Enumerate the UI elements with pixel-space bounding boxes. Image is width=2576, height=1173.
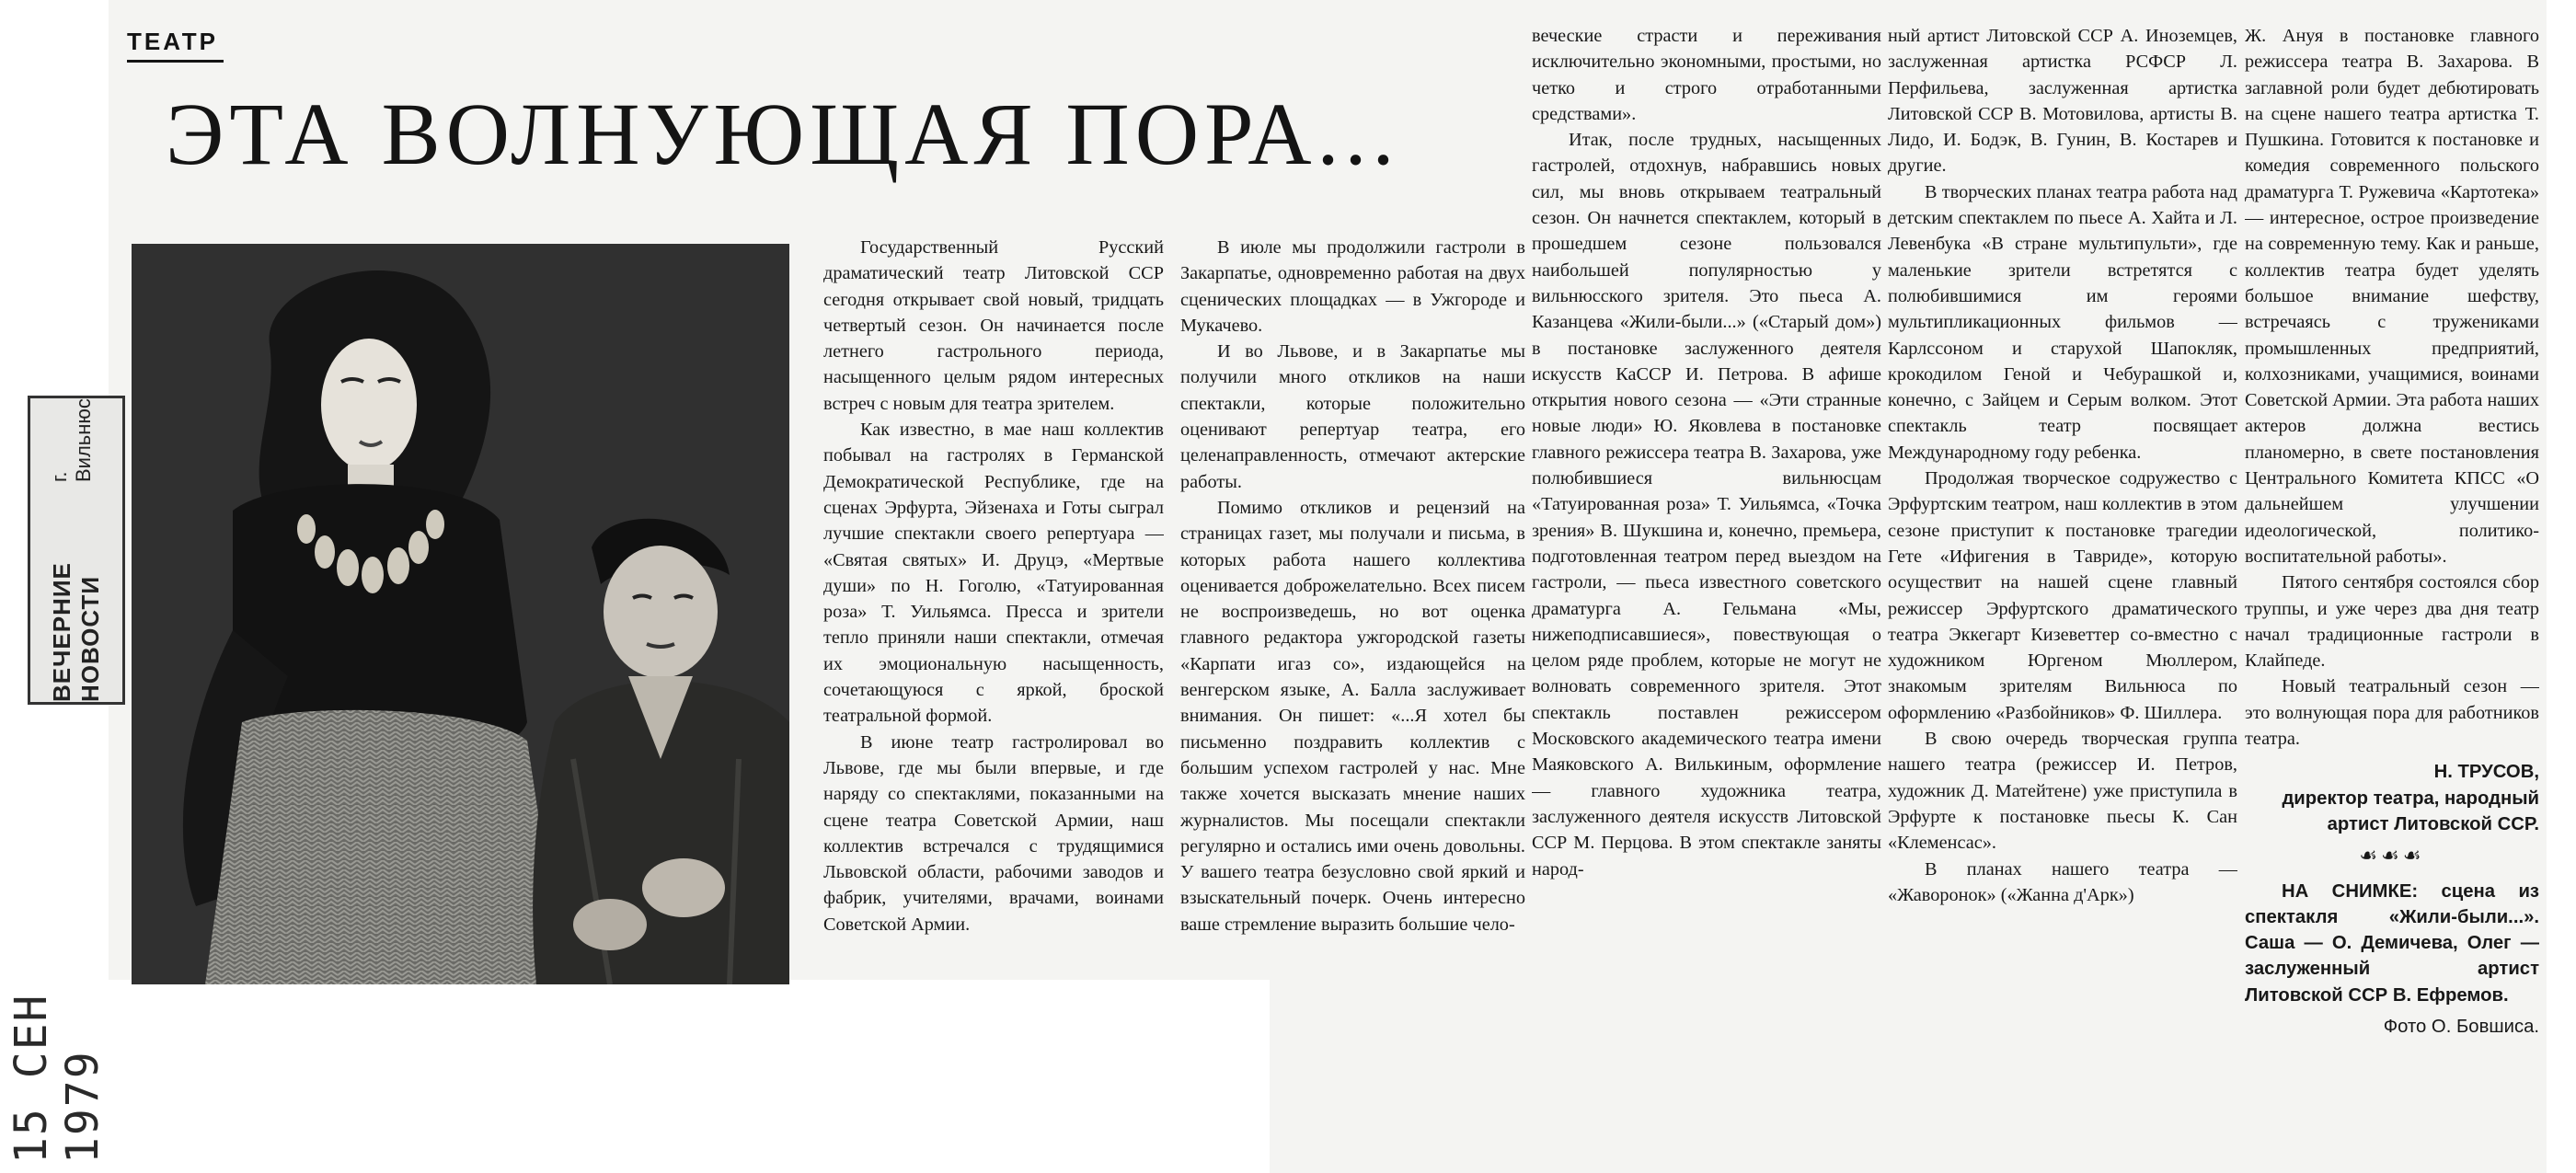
date-stamp: 15 СЕН 1979	[6, 993, 109, 1164]
separator-ornament: ☙☙☙	[2359, 844, 2425, 868]
article-column-4	[1888, 23, 2237, 1155]
article-column-5	[2245, 23, 2539, 1044]
paragraph: В июле мы продолжили гастроли в Закарпатье, одновременно работая на двух сценических площадках — в Ужгороде и Мукачево.	[1180, 237, 1525, 336]
paragraph: ный артист Литовской ССР А. Иноземцев, заслуженная артистка РСФСР Л. Перфильева, заслуженная артистка Литовской ССР В. Мотовилова, артисты В. Лидо, И. Бодэк, В. Гунин, В. Костарев и другие.	[1888, 26, 2237, 177]
paragraph: В планах нашего театра — «Жаворонок» («Жанна д'Арк»)	[1888, 858, 2237, 905]
source-publication: ВЕЧЕРНИЕ НОВОСТИ	[48, 562, 104, 702]
paragraph: Государственный Русский драматический театр Литовской ССР сегодня открывает свой новый, тридцать четвертый сезон. Он начинается после летнего гастрольного периода, насыщенного целым рядом интересных встреч с новым для театра зрителем.	[823, 237, 1164, 414]
article-column-2	[1180, 235, 1525, 1035]
section-rubric: ТЕАТР	[127, 28, 224, 63]
paragraph: Итак, после трудных, насыщенных гастролей, отдохнув, набравшись новых сил, мы вновь открываем театральный сезон. Он начнется спектаклем, который в прошедшем сезоне пользовался наибольшей популярностью у вильнюсского зрителя. Это пьеса А. Казанцева «Жили-были...» («Старый дом») в постановке заслуженного деятеля искусств КаССР И. Петрова. В афише открытия нового сезона — «Эти странные новые люди» Ю. Яковлева в постановке главного режиссера театра В. Захарова, уже полюбившиеся вильнюсцам «Татуированная роза» Т. Уильямса, «Точка зрения» В. Шукшина и, конечно, премьера, подготовленная театром перед выездом на гастроли, — пьеса известного советского драматурга А. Гельмана «Мы, нижеподписавшиеся», повествующая о целом ряде проблем, которые не могут не волновать современного зрителя. Этот спектакль поставлен режиссером Московского академического театра имени Маяковского А. Вилькиным, оформление — главного художника театра, заслуженного деятеля искусств Литовской ССР М. Перцова. В этом спектакле заняты народ-	[1532, 130, 1881, 880]
paragraph: Продолжая творческое содружество с Эрфуртским театром, наш коллектив в этом сезоне приступит к постановке трагедии Гете «Ифигения в Тавриде», которую осуществит на нашей сцене главный режиссер Эрфуртского драматического театра Эккегарт Кизеветтер со-вместно с художником Юргеном Мюллером, знакомым зрителям Вильнюса по оформлению «Разбойников» Ф. Шиллера.	[1888, 468, 2237, 723]
photo-caption: НА СНИМКЕ: сцена из спектакля «Жили-были...». Саша — О. Демичева, Олег — заслуженный артист Литовской ССР В. Ефремов.	[2245, 880, 2539, 1006]
article-headline: ЭТА ВОЛНУЮЩАЯ ПОРА...	[166, 85, 1400, 183]
paragraph: В свою очередь творческая группа нашего театра (режиссер И. Петров, художник Д. Матейтене) уже приступила в Эрфурте к постановке пьесы К. Сан «Клеменсас».	[1888, 729, 2237, 854]
paragraph: веческие страсти и переживания исключительно экономными, простыми, но четко и строго отработанными средствами».	[1532, 26, 1881, 124]
paragraph: И во Львове, и в Закарпатье мы получили много откликов на наши спектакли, которые положительно оценивают репертуар театра, его целенаправленность, отмечают актерские работы.	[1180, 341, 1525, 492]
clipping-cutout-area	[109, 980, 1270, 1173]
article-column-1	[823, 235, 1164, 998]
photo-credit: Фото О. Бовшиса.	[2383, 1016, 2539, 1037]
paragraph: Новый театральный сезон — это волнующая пора для работников театра.	[2245, 676, 2539, 750]
article-column-3	[1532, 23, 1881, 1155]
author-title: директор театра, народный артист Литовской ССР.	[2282, 788, 2539, 834]
source-city: г. Вильнюс	[48, 397, 95, 482]
paragraph: Ж. Ануя в постановке главного режиссера театра В. Захарова. В заглавной роли будет дебютировать на сцене нашего театра артистка Т. Пушкина. Готовится к постановке и комедия современного польского драматурга Т. Ружевича «Картотека» — интересное, острое произведение на современную тему. Как и раньше, коллектив театра будет уделять большое внимание шефству, встречаясь с тружениками промышленных предприятий, колхозниками, учащимися, воинами Советской Армии. Эта работа наших актеров должна вестись планомерно, в свете постановления Центрального Комитета КПСС «О дальнейшем улучшении идеологической, политико-воспитательной работы».	[2245, 26, 2539, 567]
source-stamp	[28, 396, 125, 705]
paragraph: В творческих планах театра работа над детским спектаклем по пьесе А. Хайта и Л. Левенбука «В стране мультипульти», где маленькие зрители встретятся с полюбившимися им героями мультипликационных фильмов — Карлссоном и старухой Шапокляк, крокодилом Геной и Чебурашкой и, конечно, с Зайцем и Серым волком. Этот спектакль театр посвящает Международному году ребенка.	[1888, 181, 2237, 463]
paragraph: В июне театр гастролировал во Львове, где мы были впервые, и где наряду со спектаклями, показанными на сцене театра Советской Армии, наш коллектив встречался с трудящимися Львовской области, рабочими заводов и фабрик, учителями, врачами, воинами Советской Армии.	[823, 731, 1164, 935]
paragraph: Пятого сентября состоялся сбор труппы, и уже через два дня театр начал традиционные гастроли в Клайпеде.	[2245, 572, 2539, 672]
article-photo	[132, 244, 789, 984]
paragraph: Как известно, в мае наш коллектив побывал на гастролях в Германской Демократической Республике, где на сценах Эрфурта, Эйзенаха и Готы сыграл лучшие спектакли своего репертуара — «Святая святых» И. Друцэ, «Мертвые души» по Н. Гоголю, «Татуированная роза» Т. Уильямса. Пресса и зрители тепло приняли наши спектакли, отмечая их эмоциональную насыщенность, сочетающуюся с яркой, броской театральной формой.	[823, 420, 1164, 727]
paragraph: Помимо откликов и рецензий на страницах газет, мы получали и письма, в которых работа нашего коллектива оценивается доброжелательно. Всех писем не воспроизведешь, но вот оценка главного редактора ужгородской газеты «Карпати игаз со», издающейся на венгерском языке, А. Балла заслуживает внимания. Он пишет: «...Я хотел бы письменно поздравить коллектив с большим успехом гастролей у нас. Мне также хочется высказать мнение наших журналистов. Мы посещали спектакли регулярно и остались ими очень довольны. У вашего театра безусловно свой яркий и взыскательный почерк. Очень интересно ваше стремление выразить большие чело-	[1180, 497, 1525, 935]
theatre-scene-image	[132, 244, 789, 984]
author-name: Н. ТРУСОВ,	[2433, 762, 2539, 783]
